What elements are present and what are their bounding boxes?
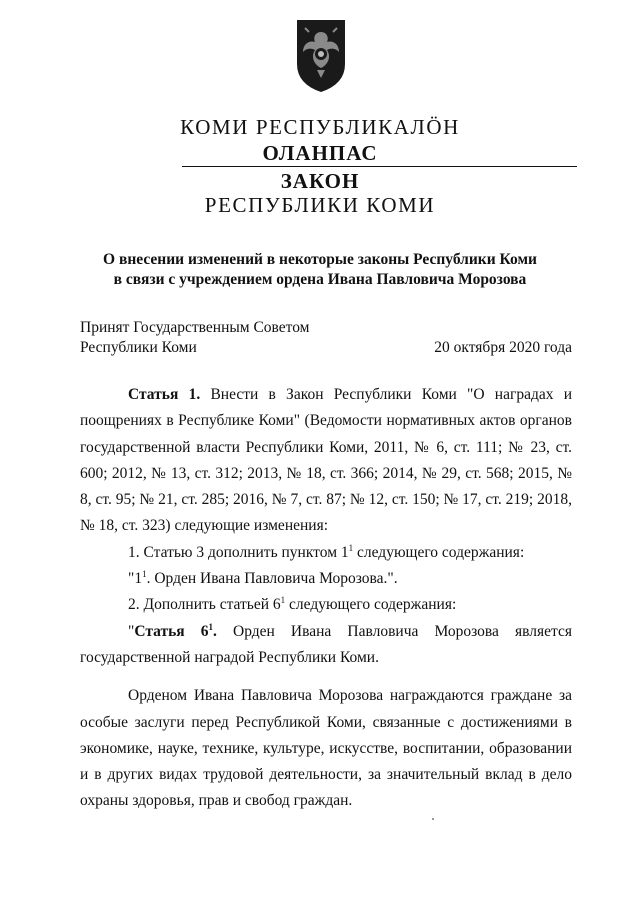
item-1-quote-paragraph xyxy=(80,566,572,592)
scan-speck xyxy=(432,818,434,820)
award-paragraph: Орденом Ивана Павловича Морозова награждаются граждане за особые заслуги перед Республикой Коми, связанные с достижениями в экономике, науке, технике, культуре, искусстве, воспитании, образовании и в других видах трудовой деятельности, за значительный вклад в дело охраны здоровья, прав и свобод граждан. xyxy=(80,687,572,810)
article-6-1-label-text: Статья 6 xyxy=(134,622,209,640)
adoption-body xyxy=(80,318,310,358)
article-1-paragraph xyxy=(80,382,572,540)
header-olanpas: ОЛАНПАС xyxy=(262,141,378,165)
item-2-prefix: 2. Дополнить статьей 6 xyxy=(128,596,281,614)
komi-coat-of-arms-icon xyxy=(295,18,347,94)
header-divider xyxy=(182,166,577,167)
subject-line-2: в связи с учреждением ордена Ивана Павловича Морозова xyxy=(113,271,527,288)
item-1-suffix: следующего содержания: xyxy=(353,543,525,561)
article-6-1-label xyxy=(134,623,217,640)
law-subject-title xyxy=(0,250,640,290)
adoption-line-1: Принят Государственным Советом xyxy=(80,319,310,336)
article-1-text: Внести в Закон Республики Коми "О наградах и поощрениях в Республике Коми" (Ведомости нормативных актов органов государственной власти Республики Коми, 2011, № 6, ст. 111; № 23, ст. 600; 2012, № 13, ст. 312; 2013, № 18, ст. 366; 2014, № 29, ст. 568; 2015, № 8, ст. 95; № 21, ст. 285; 2016, № 7, ст. 87; № 12, ст. 150; № 17, ст. 219; 2018, № 18, ст. 323) следующие изменения: xyxy=(80,386,573,535)
article-6-1-label-sup: 1 xyxy=(208,621,214,632)
item-1-paragraph xyxy=(80,540,572,566)
article-6-1-text: Орден Ивана Павловича Морозова является государственной наградой Республики Коми. xyxy=(80,622,572,666)
adoption-date: 20 октября 2020 года xyxy=(434,339,572,356)
item-1-prefix: 1. Статью 3 дополнить пунктом 1 xyxy=(128,543,349,561)
header-respubliki-komi: РЕСПУБЛИКИ КОМИ xyxy=(204,193,436,217)
item-1-quote-sup: 1 xyxy=(142,569,147,580)
header-zakon: ЗАКОН xyxy=(280,169,360,193)
item-1-quote-prefix: "1 xyxy=(128,570,143,588)
item-2-sup: 1 xyxy=(280,595,286,606)
header-komi-republic: КОМИ РЕСПУБЛИКАЛӦН xyxy=(180,115,460,139)
article-6-1-label-end: . xyxy=(213,622,217,640)
item-1-sup: 1 xyxy=(348,542,354,553)
item-2-paragraph xyxy=(80,592,572,618)
article-6-1-paragraph xyxy=(80,619,572,672)
paragraph-gap xyxy=(80,671,572,683)
article-1-label: Статья 1. xyxy=(128,386,201,403)
adoption-line-2: Республики Коми xyxy=(80,339,197,356)
article-6-1-quote-open: " xyxy=(128,622,135,640)
item-2-suffix: следующего содержания: xyxy=(285,596,457,614)
subject-line-1: О внесении изменений в некоторые законы Республики Коми xyxy=(103,251,537,268)
item-1-quote-suffix: . Орден Ивана Павловича Морозова.". xyxy=(146,570,398,588)
law-body xyxy=(80,382,572,815)
